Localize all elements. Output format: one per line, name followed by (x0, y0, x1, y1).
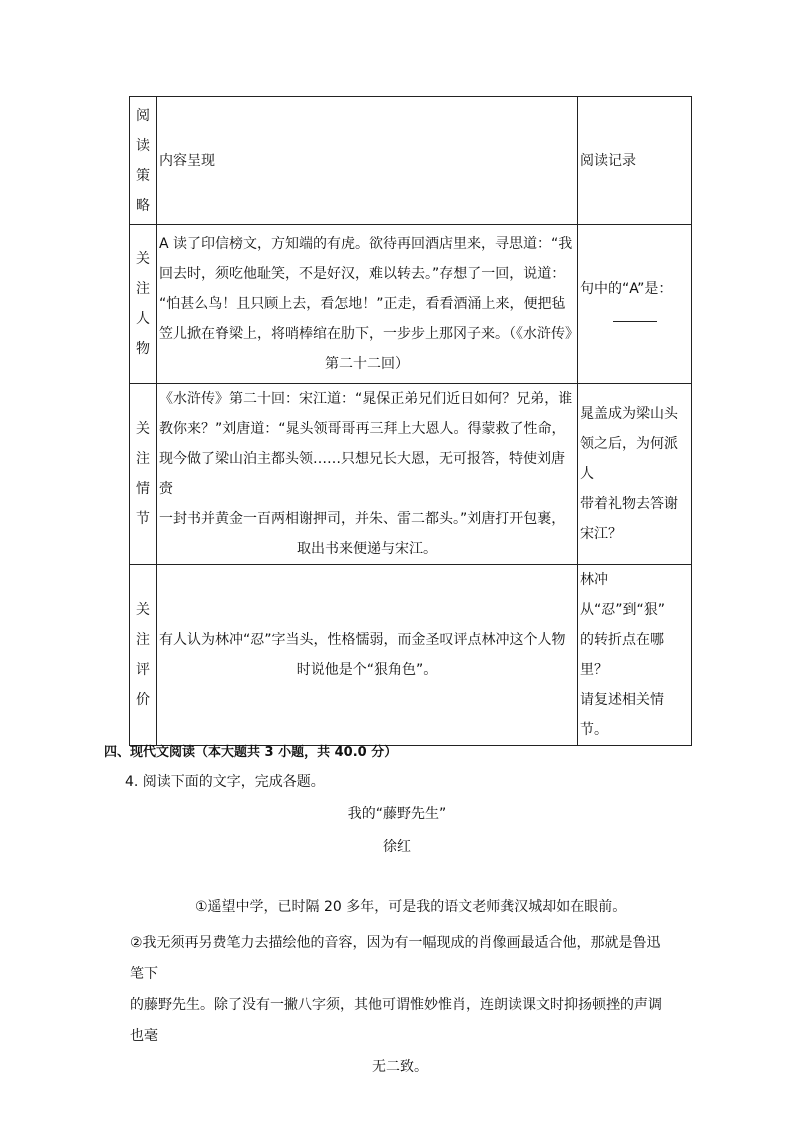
record-line: 林冲从“忍”到“狠” (580, 572, 666, 618)
strategy-char: 关 (136, 251, 150, 267)
content-line: 一封书并黄金一百两相谢押司，并朱、雷二都头。”刘唐打开包裹， (159, 511, 566, 527)
record-line: 请复述相关情节。 (580, 692, 664, 738)
strategy-char: 价 (136, 692, 150, 708)
strategy-char: 注 (136, 632, 150, 648)
article-paragraph: ①遥望中学，已时隔 20 多年，可是我的语文老师龚汉城却如在眼前。 (195, 899, 627, 915)
content-cell (157, 225, 578, 384)
article-title: 我的“藤野先生” (347, 806, 447, 822)
table-header-row (130, 97, 692, 225)
article-author: 徐红 (383, 839, 411, 855)
strategy-char: 注 (136, 281, 150, 297)
content-line: “怕甚么鸟！且只顾上去，看怎地！”正走，看看酒涌上来，便把毡 (159, 296, 566, 312)
question-prompt: 4. 阅读下面的文字，完成各题。 (125, 774, 325, 790)
article-paragraph (130, 928, 670, 1083)
table-row (130, 565, 692, 746)
content-line: 回去时，须吃他耻笑，不是好汉，难以转去。”存想了一回，说道： (159, 266, 566, 282)
paragraph-line: 无二致。 (372, 1059, 428, 1075)
content-line: 第二十二回） (325, 356, 409, 372)
table-row (130, 384, 692, 565)
content-header-cell: 内容呈现 (157, 97, 578, 225)
content-line: 教你来？”刘唐道：“晁头领哥哥再三拜上大恩人。得蒙救了性命， (159, 421, 566, 437)
record-cell (578, 565, 692, 746)
table-row (130, 225, 692, 384)
content-line: 《水浒传》第二十回：宋江道：“晁保正弟兄们近日如何？兄弟，谁 (159, 391, 573, 407)
strategy-char: 人 (136, 311, 150, 327)
strategy-char: 关 (136, 602, 150, 618)
strategy-char: 注 (136, 451, 150, 467)
record-header-cell: 阅读记录 (578, 97, 692, 225)
strategy-header-cell (130, 97, 157, 225)
record-line: 领之后，为何派人 (580, 436, 678, 482)
strategy-char: 读 (136, 137, 150, 154)
record-line: 带着礼物去答谢 (580, 496, 678, 512)
content-line: 取出书来便递与宋江。 (297, 541, 437, 557)
strategy-char: 情 (136, 481, 150, 497)
record-line: 的转折点在哪里？ (580, 632, 664, 678)
strategy-cell (130, 225, 157, 384)
content-line: 笠儿掀在脊梁上，将哨棒绾在肋下，一步步上那冈子来。（《水浒传》 (159, 326, 579, 342)
content-line: A 读了印信榜文，方知端的有虎。欲待再回酒店里来，寻思道：“我 (159, 236, 573, 252)
strategy-char: 关 (136, 421, 150, 437)
strategy-cell (130, 565, 157, 746)
record-text: 句中的“A”是： (580, 281, 673, 297)
content-line: 有人认为林冲“忍”字当头，性格懦弱，而金圣叹评点林冲这个人物 (159, 632, 566, 648)
content-cell (157, 384, 578, 565)
strategy-char: 物 (136, 341, 150, 357)
strategy-cell (130, 384, 157, 565)
content-cell (157, 565, 578, 746)
record-line: 宋江？ (580, 526, 622, 542)
paragraph-line: ②我无须再另费笔力去描绘他的音容，因为有一幅现成的肖像画最适合他，那就是鲁迅笔下 (130, 935, 661, 982)
strategy-char: 评 (136, 662, 150, 678)
strategy-char: 略 (136, 197, 150, 214)
paragraph-line: 的藤野先生。除了没有一撇八字须，其他可谓惟妙惟肖，连朗读课文时抑扬顿挫的声调也毫 (130, 997, 662, 1044)
strategy-char: 节 (136, 511, 150, 527)
content-line: 时说他是个“狠角色”。 (296, 662, 438, 678)
record-line: 晁盖成为梁山头 (580, 406, 678, 422)
record-cell (578, 384, 692, 565)
reading-strategy-table (129, 96, 692, 746)
content-line: 现今做了梁山泊主都头领……只想兄长大恩，无可报答，特使刘唐赍 (159, 451, 565, 497)
record-cell (578, 225, 692, 384)
strategy-char: 阅 (136, 107, 150, 124)
answer-blank[interactable] (580, 304, 689, 334)
section-heading: 四、现代文阅读（本大题共 3 小题，共 40.0 分） (104, 745, 398, 760)
strategy-char: 策 (136, 167, 150, 184)
